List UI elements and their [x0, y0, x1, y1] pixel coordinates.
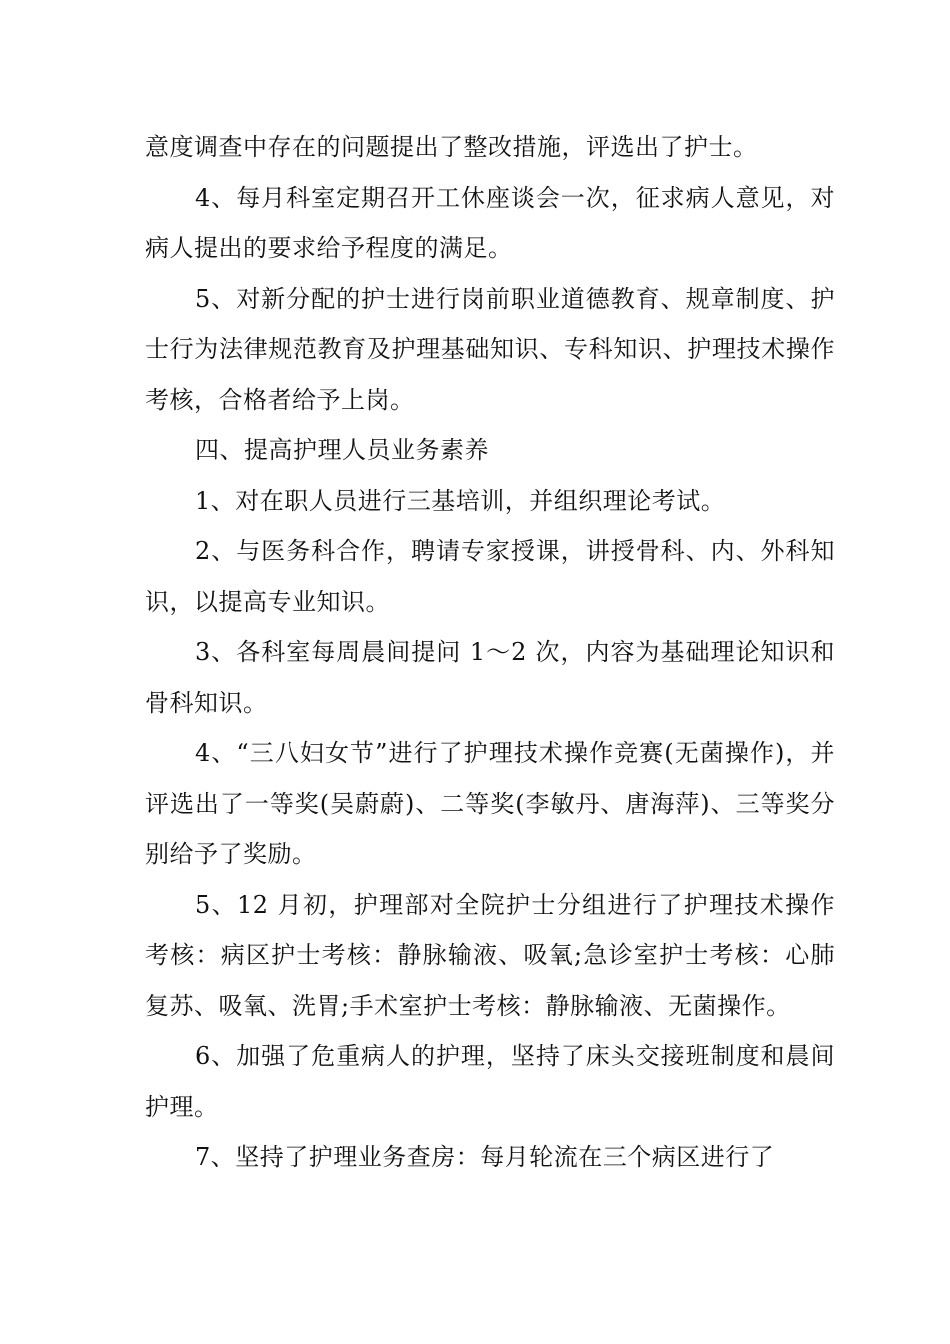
paragraph: 4、每月科室定期召开工休座谈会一次，征求病人意见，对病人提出的要求给予程度的满足。 [145, 183, 835, 262]
paragraph: 7、坚持了护理业务查房：每月轮流在三个病区进行了 [195, 1143, 775, 1171]
paragraph: 5、12 月初，护理部对全院护士分组进行了护理技术操作考核：病区护士考核：静脉输液、吸氧;急诊室护士考核：心肺复苏、吸氧、洗胃;手术室护士考核：静脉输液、无菌操作。 [145, 890, 835, 1020]
section-heading: 四、提高护理人员业务素养 [195, 436, 489, 464]
paragraph: 6、加强了危重病人的护理，坚持了床头交接班制度和晨间护理。 [145, 1042, 835, 1121]
paragraph: 2、与医务科合作，聘请专家授课，讲授骨科、内、外科知识，以提高专业知识。 [145, 537, 835, 616]
document-body [145, 122, 835, 1183]
paragraph: 4、“三八妇女节”进行了护理技术操作竞赛(无菌操作)，并评选出了一等奖(吴蔚蔚)、二等奖(李敏丹、唐海萍)、三等奖分别给予了奖励。 [145, 739, 835, 868]
paragraph: 5、对新分配的护士进行岗前职业道德教育、规章制度、护士行为法律规范教育及护理基础知识、专科知识、护理技术操作考核，合格者给予上岗。 [145, 284, 835, 414]
paragraph: 3、各科室每周晨间提问 1～2 次，内容为基础理论知识和骨科知识。 [145, 638, 835, 717]
paragraph: 意度调查中存在的问题提出了整改措施，评选出了护士。 [145, 133, 758, 161]
paragraph: 1、对在职人员进行三基培训，并组织理论考试。 [195, 486, 726, 515]
